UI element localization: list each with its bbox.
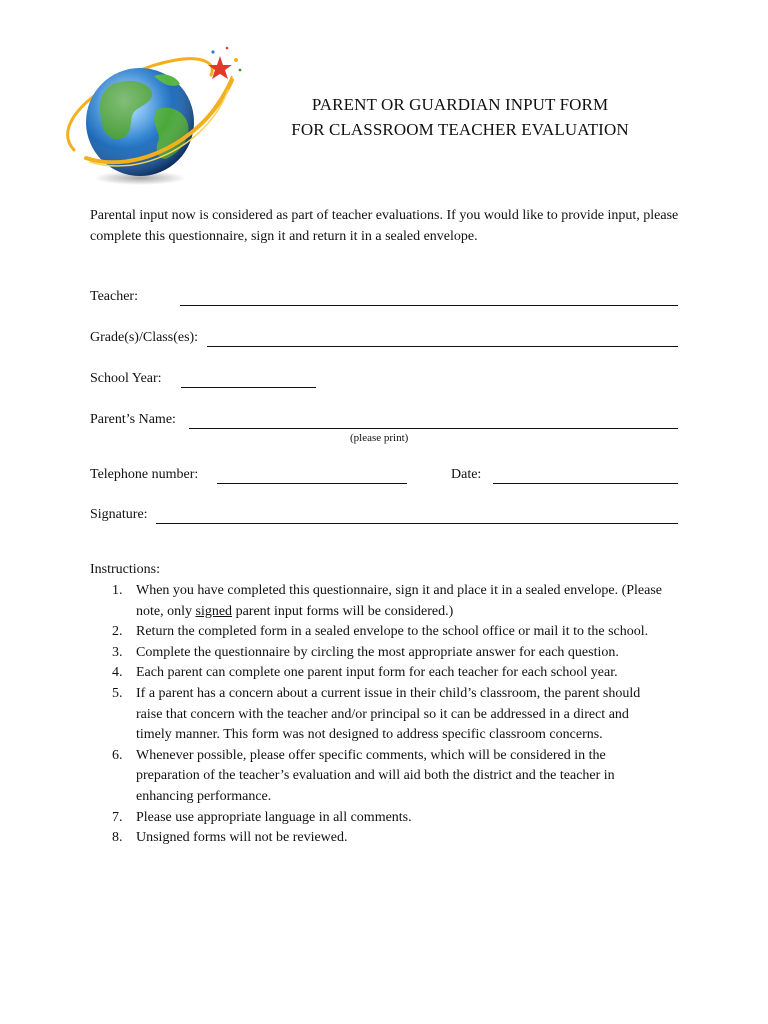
instruction-text: Complete the questionnaire by circling the most appropriate answer for each question.	[136, 644, 619, 660]
intro-paragraph: Parental input now is considered as part of teacher evaluations. If you would like to provide input, please complete this questionnaire, sign it and return it in a sealed envelope.	[90, 208, 679, 244]
school-year-field	[90, 371, 680, 391]
page-title	[250, 92, 670, 142]
instruction-number: 6.	[112, 747, 123, 763]
date-label: Date:	[451, 467, 482, 482]
instruction-item	[112, 622, 667, 643]
instruction-item	[112, 828, 667, 849]
instruction-number: 3.	[112, 644, 123, 660]
instruction-item	[112, 684, 667, 746]
school-year-input-line[interactable]	[181, 371, 316, 388]
teacher-input-line[interactable]	[180, 289, 678, 306]
instruction-text: Whenever possible, please offer specific comments, which will be considered in the preparation of the teacher’s evaluation and will aid both the district and the teacher in enhancing performance.	[136, 747, 615, 804]
instruction-number: 7.	[112, 809, 123, 825]
signature-label: Signature:	[90, 507, 148, 522]
grade-field	[90, 330, 680, 350]
instruction-number: 2.	[112, 624, 123, 640]
instruction-item	[112, 643, 667, 664]
instruction-text-part: When you have completed this questionnaire, sign it and place it in a sealed envelope. (Please note, only	[136, 583, 662, 619]
grade-label: Grade(s)/Class(es):	[90, 330, 199, 345]
telephone-field	[90, 467, 680, 487]
instruction-underlined-word: signed	[195, 603, 233, 619]
instruction-text-part: parent input forms will be considered.)	[232, 603, 454, 619]
instruction-item	[112, 663, 667, 684]
instruction-number: 1.	[112, 583, 123, 598]
instruction-item	[112, 746, 667, 808]
instructions-title: Instructions:	[90, 562, 160, 577]
date-input-line[interactable]	[493, 467, 678, 484]
title-line-1: PARENT OR GUARDIAN INPUT FORM	[311, 95, 609, 114]
grade-input-line[interactable]	[207, 330, 678, 347]
telephone-label: Telephone number:	[90, 467, 199, 482]
instructions-list	[112, 581, 667, 849]
instruction-item	[112, 581, 667, 622]
instruction-text: If a parent has a concern about a current issue in their child’s classroom, the parent should raise that concern with the teacher and/or principal so it can be addressed in a direct and timely manner. This form was not designed to address specific classroom concerns.	[136, 685, 641, 743]
instruction-text: Please use appropriate language in all comments.	[136, 809, 412, 825]
telephone-input-line[interactable]	[217, 467, 407, 484]
title-line-2: FOR CLASSROOM TEACHER EVALUATION	[291, 120, 629, 139]
signature-input-line[interactable]	[156, 507, 678, 524]
globe-with-star-logo-icon	[56, 40, 246, 190]
teacher-label: Teacher:	[90, 289, 138, 304]
instruction-text: Return the completed form in a sealed envelope to the school office or mail it to the school.	[136, 624, 649, 640]
school-year-label: School Year:	[90, 371, 162, 386]
signature-field	[90, 507, 680, 527]
parent-name-input-line[interactable]	[189, 412, 678, 429]
instruction-text: Each parent can complete one parent input form for each teacher for each school year.	[136, 665, 618, 681]
please-print-hint: (please print)	[350, 432, 409, 444]
instruction-text: Unsigned forms will not be reviewed.	[136, 830, 348, 846]
instruction-number: 4.	[112, 665, 123, 681]
parent-name-label: Parent’s Name:	[90, 412, 176, 427]
parent-name-field	[90, 412, 680, 432]
instruction-item	[112, 808, 667, 829]
teacher-field	[90, 289, 680, 309]
instruction-number: 5.	[112, 685, 123, 701]
instruction-number: 8.	[112, 830, 123, 846]
